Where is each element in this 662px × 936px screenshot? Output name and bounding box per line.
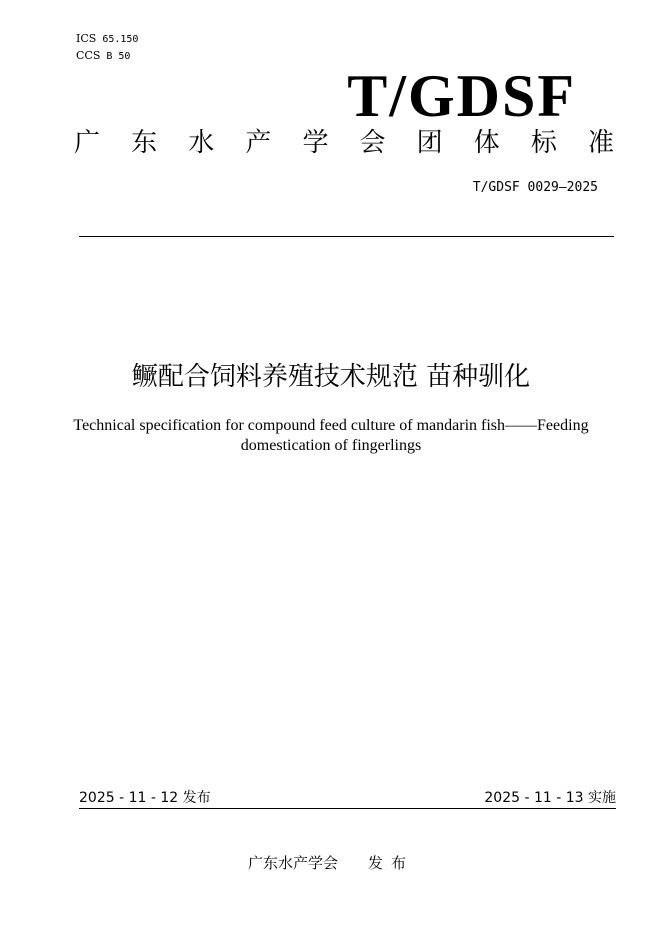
standard-type-char: 准 [587, 128, 614, 158]
title-english: Technical specification for compound feed culture of mandarin fish——Feeding domestication of fingerlings [73, 417, 589, 454]
standard-type-char: 广 [74, 128, 101, 158]
standard-type-char: 团 [416, 128, 443, 158]
publisher-line [0, 853, 662, 873]
standard-logo: T/GDSF [347, 63, 576, 129]
title-chinese: 鳜配合饲料养殖技术规范 苗种驯化 [131, 362, 531, 392]
ccs-code [76, 49, 130, 64]
standard-type-char: 标 [530, 128, 557, 158]
ics-value: 65.150 [102, 34, 139, 45]
standard-type-char: 会 [359, 128, 386, 158]
ics-label: ICS [76, 32, 97, 45]
standard-type-char: 学 [302, 128, 329, 158]
standard-type [74, 126, 614, 160]
footer-divider [79, 808, 616, 809]
header-divider [79, 236, 614, 237]
standard-number: T/GDSF 0029—2025 [472, 180, 598, 195]
issue-date: 2025 - 11 - 12 发布 [79, 790, 211, 806]
standard-type-char: 体 [473, 128, 500, 158]
publish-action: 发布 [368, 854, 415, 872]
ccs-label: CCS [76, 49, 101, 62]
standard-type-char: 产 [245, 128, 272, 158]
ccs-value: B 50 [106, 51, 131, 62]
implementation-date: 2025 - 11 - 13 实施 [484, 790, 616, 806]
ics-code [76, 32, 138, 47]
standard-type-char: 东 [131, 128, 158, 158]
publisher-name: 广东水产学会 [247, 854, 338, 872]
standard-type-char: 水 [188, 128, 215, 158]
